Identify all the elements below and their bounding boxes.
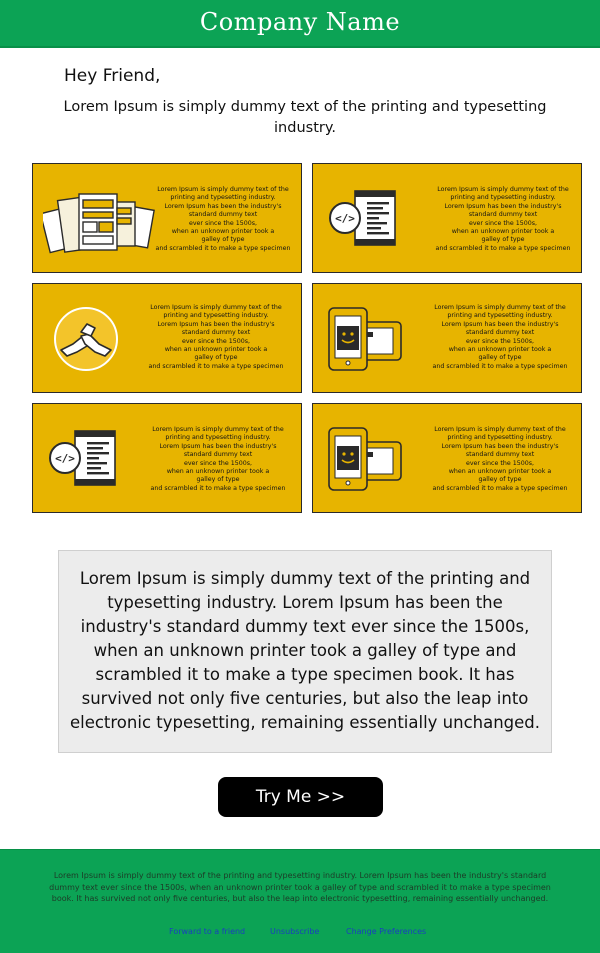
phone-tablet-icon	[327, 304, 407, 374]
feature-card-2	[312, 163, 582, 273]
card-text: Lorem Ipsum is simply dummy text of the printing and typesetting industry. Lorem Ipsum has been the industry's standard dummy text ever since the 1500s, when an unknown printer took a galley of type and scrambled it to make a type specimen	[148, 304, 284, 370]
intro-text: Lorem Ipsum is simply dummy text of the printing and typesetting industry.	[63, 99, 547, 136]
card-text: Lorem Ipsum is simply dummy text of the printing and typesetting industry. Lorem Ipsum has been the industry's standard dummy text ever since the 1500s, when an unknown printer took a galley of type and scrambled it to make a type specimen	[150, 426, 286, 492]
card-text: Lorem Ipsum is simply dummy text of the printing and typesetting industry. Lorem Ipsum has been the industry's standard dummy text ever since the 1500s, when an unknown printer took a galley of type and scrambled it to make a type specimen	[435, 186, 571, 252]
svg-text:</>: </>	[55, 452, 75, 465]
card-text: Lorem Ipsum is simply dummy text of the printing and typesetting industry. Lorem Ipsum has been the industry's standard dummy text ever since the 1500s, when an unknown printer took a galley of type and scrambled it to make a type specimen	[432, 304, 568, 370]
try-me-button[interactable]: Try Me >>	[218, 777, 383, 817]
body-text: Lorem Ipsum is simply dummy text of the printing and typesetting industry. Lorem Ipsum has been the industry's standard dummy text ever since the 1500s, when an unknown printer took a galley of type and scrambled it to make a type specimen book. It has survived not only five centuries, but also the leap into electronic typesetting, remaining essentially unchanged.	[69, 569, 541, 732]
footer-text: Lorem Ipsum is simply dummy text of the printing and typesetting industry. Lorem Ipsum has been the industry's standard dummy text ever since the 1500s, when an unknown printer took a galley of type and scrambled it to make a type specimen book. It has survived not only five centuries, but also the leap into electronic typesetting, remaining essentially unchanged.	[49, 871, 551, 903]
card-text: Lorem Ipsum is simply dummy text of the printing and typesetting industry. Lorem Ipsum has been the industry's standard dummy text ever since the 1500s, when an unknown printer took a galley of type and scrambled it to make a type specimen	[155, 186, 291, 252]
code-document-icon	[327, 186, 401, 250]
feature-card-4	[312, 283, 582, 393]
company-name: Company Name	[199, 8, 401, 36]
feature-card-5	[32, 403, 302, 513]
footer	[0, 849, 600, 953]
forward-to-friend-link[interactable]: Forward to a friend	[169, 927, 246, 936]
svg-text:</>: </>	[335, 212, 355, 225]
change-preferences-link[interactable]: Change Preferences	[346, 927, 427, 936]
greeting: Hey Friend,	[64, 66, 161, 86]
phone-tablet-icon	[327, 424, 407, 494]
header-bar	[0, 0, 600, 48]
card-text: Lorem Ipsum is simply dummy text of the printing and typesetting industry. Lorem Ipsum has been the industry's standard dummy text ever since the 1500s, when an unknown printer took a galley of type and scrambled it to make a type specimen	[432, 426, 568, 492]
feature-card-1	[32, 163, 302, 273]
web-layouts-icon	[43, 192, 155, 262]
feature-card-6	[312, 403, 582, 513]
handshake-icon	[53, 306, 119, 372]
body-text-box	[58, 550, 552, 753]
unsubscribe-link[interactable]: Unsubscribe	[270, 927, 320, 936]
feature-card-3	[32, 283, 302, 393]
code-document-icon	[47, 426, 121, 490]
